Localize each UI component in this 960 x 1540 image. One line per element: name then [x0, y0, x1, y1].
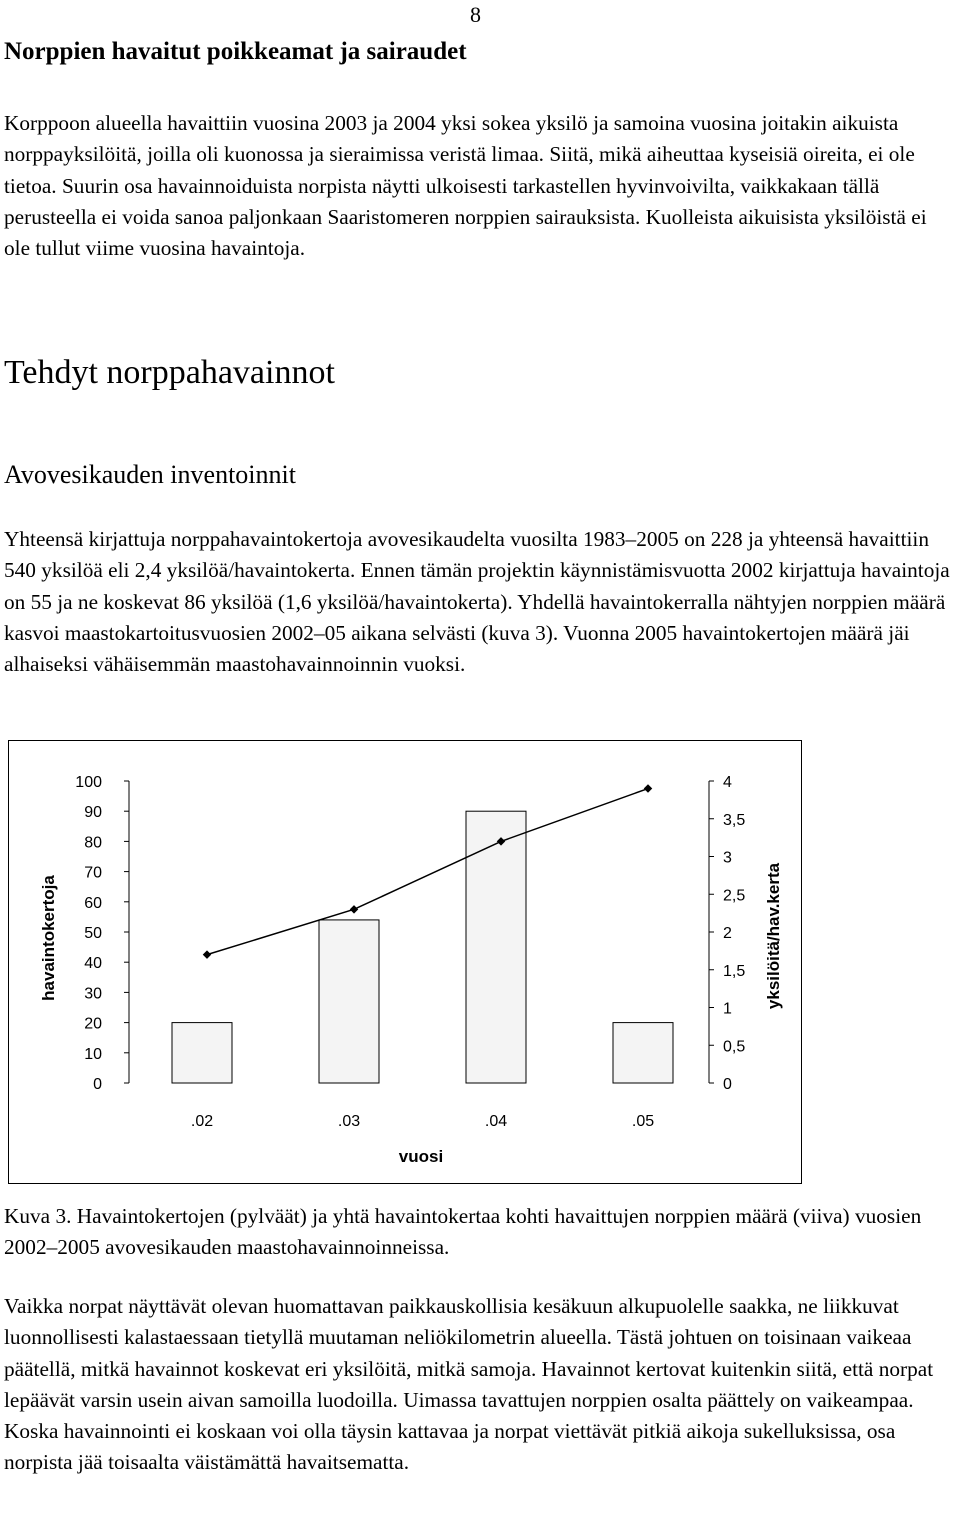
left-tick-label: 80	[84, 834, 102, 852]
right-tick-label: 0,5	[723, 1038, 746, 1056]
right-tick-label: 1,5	[723, 962, 746, 980]
right-tick-label: 2	[723, 925, 732, 942]
line-point	[203, 950, 211, 958]
page-number: 8	[470, 2, 481, 27]
left-tick-label: 50	[84, 925, 102, 942]
right-tick-label: 4	[723, 774, 732, 791]
y2-axis-label: yksilöitä/hav.kerta	[764, 862, 783, 1010]
right-tick-label: 2,5	[723, 887, 746, 905]
y-axis-label: havaintokertoja	[39, 875, 58, 1001]
left-tick-label: 70	[84, 864, 102, 882]
x-tick-label: .02	[190, 1113, 214, 1130]
x-axis-label: vuosi	[398, 1147, 444, 1166]
bar	[172, 1023, 232, 1083]
line-point	[644, 784, 652, 792]
left-tick-label: 90	[84, 804, 102, 822]
ratio-line	[207, 789, 648, 955]
right-tick-label: 0	[723, 1076, 732, 1093]
paragraph-site-fidelity: Vaikka norpat näyttävät olevan huomattavan paikkauskollisia kesäkuun alkupuolelle saakka, ne liikkuvat luonnollisesti kalastaessaan tietyllä muutaman neliökilometrin alueella. Tästä johtuen on toisinaan vaikeaa päätellä, mitkä havainnot koskevat eri yksilöitä, mitkä samoja. Havainnot kertovat kuitenkin siitä, että norpat lepäävät varsin usein aivan samoilla luodoilla. Uimassa tavattujen norppien osalta päättely on vaikeampaa. Koska havainnointi ei koskaan voi olla täysin kattavaa ja norpat viettävät pitkiä aikoja sukelluksissa, osa norpista jää toisaalta väistämättä havaitsematta.	[4, 1294, 934, 1475]
paragraph-inventory-summary: Yhteensä kirjattuja norppahavaintokertoja avovesikaudelta vuosilta 1983–2005 on 228 ja yhteensä havaittiin 540 yksilöä eli 2,4 yksilöä/havaintokerta. Ennen tämän projektin käynnistämisvuotta 2002 kirjattuja havaintoja on 55 ja ne koskevat 86 yksilöä (1,6 yksilöä/havaintokerta). Yhdellä havaintokerralla nähtyjen norppien määrä kasvoi maastokartoitusvuosien 2002–05 aikana selvästi (kuva 3). Vuonna 2005 havaintokertojen määrä jäi alhaiseksi vähäisemmän maastohavainnoinnin vuoksi.	[4, 527, 950, 677]
bar	[319, 920, 379, 1083]
x-tick-label: .04	[484, 1113, 508, 1130]
left-tick-label: 60	[84, 894, 102, 912]
section-title: Norppien havaitut poikkeamat ja sairaudet	[4, 38, 467, 65]
right-tick-label: 3,5	[723, 811, 746, 829]
x-tick-label: .03	[337, 1113, 361, 1130]
bar	[466, 811, 526, 1083]
x-tick-label: .05	[631, 1113, 655, 1130]
left-tick-label: 20	[84, 1015, 102, 1033]
left-tick-label: 10	[84, 1045, 102, 1063]
bar-line-chart	[9, 741, 803, 1185]
figure-caption: Kuva 3. Havaintokertojen (pylväät) ja yhtä havaintokertaa kohti havaittujen norppien määrä (viiva) vuosien 2002–2005 avovesikauden maastohavainnoinneissa.	[4, 1204, 922, 1260]
line-point	[350, 905, 358, 913]
left-tick-label: 100	[75, 774, 102, 791]
heading-open-water-inventories: Avovesikauden inventoinnit	[4, 460, 296, 489]
left-tick-label: 40	[84, 955, 102, 973]
right-tick-label: 1	[723, 1000, 732, 1018]
right-tick-label: 3	[723, 849, 732, 867]
left-tick-label: 30	[84, 985, 102, 1003]
bar	[613, 1023, 673, 1083]
heading-observations: Tehdyt norppahavainnot	[4, 354, 335, 391]
paragraph-observed-anomalies: Korppoon alueella havaittiin vuosina 2003 ja 2004 yksi sokea yksilö ja samoina vuosina joitakin aikuista norppayksilöitä, joilla oli kuonossa ja sieraimissa veristä limaa. Siitä, mikä aiheuttaa kyseisiä oireita, ei ole tietoa. Suurin osa havainnoiduista norpista näytti ulkoisesti tarkastellen hyvinvoivilta, vaikkakaan tällä perusteella ei voida sanoa paljonkaan Saaristomeren norppien sairauksista. Kuolleista aikuisista yksilöistä ei ole tullut viime vuosina havaintoja.	[4, 111, 927, 261]
left-tick-label: 0	[93, 1076, 102, 1093]
chart-frame	[8, 740, 802, 1184]
